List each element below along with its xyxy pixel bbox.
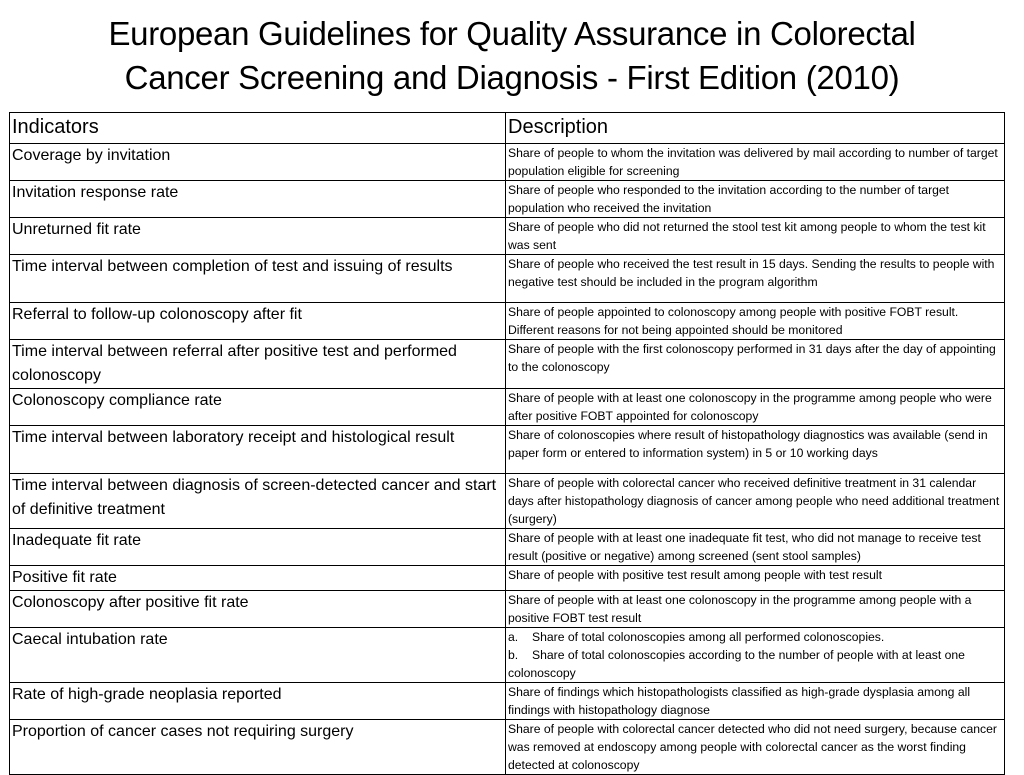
indicator-cell: Caecal intubation rate bbox=[10, 628, 506, 683]
indicator-cell: Time interval between completion of test and issuing of results bbox=[10, 255, 506, 303]
description-cell: Share of people with at least one colonoscopy in the programme among people who were after positive FOBT appointed for colonoscopy bbox=[506, 389, 1005, 426]
description-cell: Share of people who received the test result in 15 days. Sending the results to people with negative test should be included in the program algorithm bbox=[506, 255, 1005, 303]
description-cell: Share of people with at least one inadequate fit test, who did not manage to receive test result (positive or negative) among screened (sent stool samples) bbox=[506, 529, 1005, 566]
title-line-1: European Guidelines for Quality Assurance in Colorectal bbox=[108, 15, 916, 52]
table-row bbox=[10, 181, 1005, 218]
description-cell: Share of findings which histopathologists classified as high-grade dysplasia among all findings with histopathology diagnose bbox=[506, 683, 1005, 720]
description-cell: Share of people appointed to colonoscopy among people with positive FOBT result. Different reasons for not being appointed should be monitored bbox=[506, 303, 1005, 340]
indicator-cell: Positive fit rate bbox=[10, 566, 506, 591]
list-marker: b. bbox=[508, 648, 519, 662]
indicator-cell: Time interval between laboratory receipt and histological result bbox=[10, 426, 506, 474]
indicator-cell: Invitation response rate bbox=[10, 181, 506, 218]
indicator-cell: Referral to follow-up colonoscopy after fit bbox=[10, 303, 506, 340]
list-marker: a. bbox=[508, 630, 519, 644]
header-description: Description bbox=[506, 113, 1005, 144]
slide-title bbox=[0, 12, 1024, 100]
header-indicators: Indicators bbox=[10, 113, 506, 144]
indicator-cell: Coverage by invitation bbox=[10, 144, 506, 181]
description-cell: Share of people who responded to the invitation according to the number of target population who received the invitation bbox=[506, 181, 1005, 218]
table-row bbox=[10, 303, 1005, 340]
indicator-cell: Unreturned fit rate bbox=[10, 218, 506, 255]
indicator-cell: Inadequate fit rate bbox=[10, 529, 506, 566]
table-row bbox=[10, 144, 1005, 181]
table-row bbox=[10, 720, 1005, 775]
table-row bbox=[10, 218, 1005, 255]
indicator-cell: Rate of high-grade neoplasia reported bbox=[10, 683, 506, 720]
description-cell bbox=[506, 628, 1005, 683]
list-item-text: Share of total colonoscopies among all performed colonoscopies. bbox=[532, 630, 885, 644]
indicator-cell: Time interval between diagnosis of screen-detected cancer and start of definitive treatment bbox=[10, 474, 506, 529]
table-header-row bbox=[10, 113, 1005, 144]
table-row bbox=[10, 591, 1005, 628]
table-row bbox=[10, 389, 1005, 426]
description-list-item bbox=[508, 646, 1002, 682]
table-row bbox=[10, 566, 1005, 591]
table-row bbox=[10, 255, 1005, 303]
indicator-cell: Proportion of cancer cases not requiring surgery bbox=[10, 720, 506, 775]
description-cell: Share of people with positive test result among people with test result bbox=[506, 566, 1005, 591]
indicator-cell: Colonoscopy after positive fit rate bbox=[10, 591, 506, 628]
description-cell: Share of people with the first colonoscopy performed in 31 days after the day of appointing to the colonoscopy bbox=[506, 340, 1005, 389]
title-line-2: Cancer Screening and Diagnosis - First Edition (2010) bbox=[124, 59, 900, 96]
table-row bbox=[10, 683, 1005, 720]
description-cell: Share of colonoscopies where result of histopathology diagnostics was available (send in paper form or entered to information system) in 5 or 10 working days bbox=[506, 426, 1005, 474]
description-cell: Share of people with colorectal cancer detected who did not need surgery, because cancer was removed at endoscopy among people with colorectal cancer as the worst finding detected at colonoscopy bbox=[506, 720, 1005, 775]
table-row bbox=[10, 340, 1005, 389]
description-cell: Share of people with at least one colonoscopy in the programme among people with a positive FOBT test result bbox=[506, 591, 1005, 628]
table-row bbox=[10, 529, 1005, 566]
indicators-table bbox=[9, 112, 1005, 775]
description-cell: Share of people to whom the invitation was delivered by mail according to number of target population eligible for screening bbox=[506, 144, 1005, 181]
table-row bbox=[10, 474, 1005, 529]
list-item-text: Share of total colonoscopies according to the number of people with at least one colonoscopy bbox=[508, 648, 965, 680]
table-row bbox=[10, 426, 1005, 474]
table-row bbox=[10, 628, 1005, 683]
indicator-cell: Time interval between referral after positive test and performed colonoscopy bbox=[10, 340, 506, 389]
description-cell: Share of people who did not returned the stool test kit among people to whom the test kit was sent bbox=[506, 218, 1005, 255]
description-list-item bbox=[508, 628, 1002, 646]
indicator-cell: Colonoscopy compliance rate bbox=[10, 389, 506, 426]
description-cell: Share of people with colorectal cancer who received definitive treatment in 31 calendar days after histopathology diagnosis of cancer among people who need additional treatment (surgery) bbox=[506, 474, 1005, 529]
